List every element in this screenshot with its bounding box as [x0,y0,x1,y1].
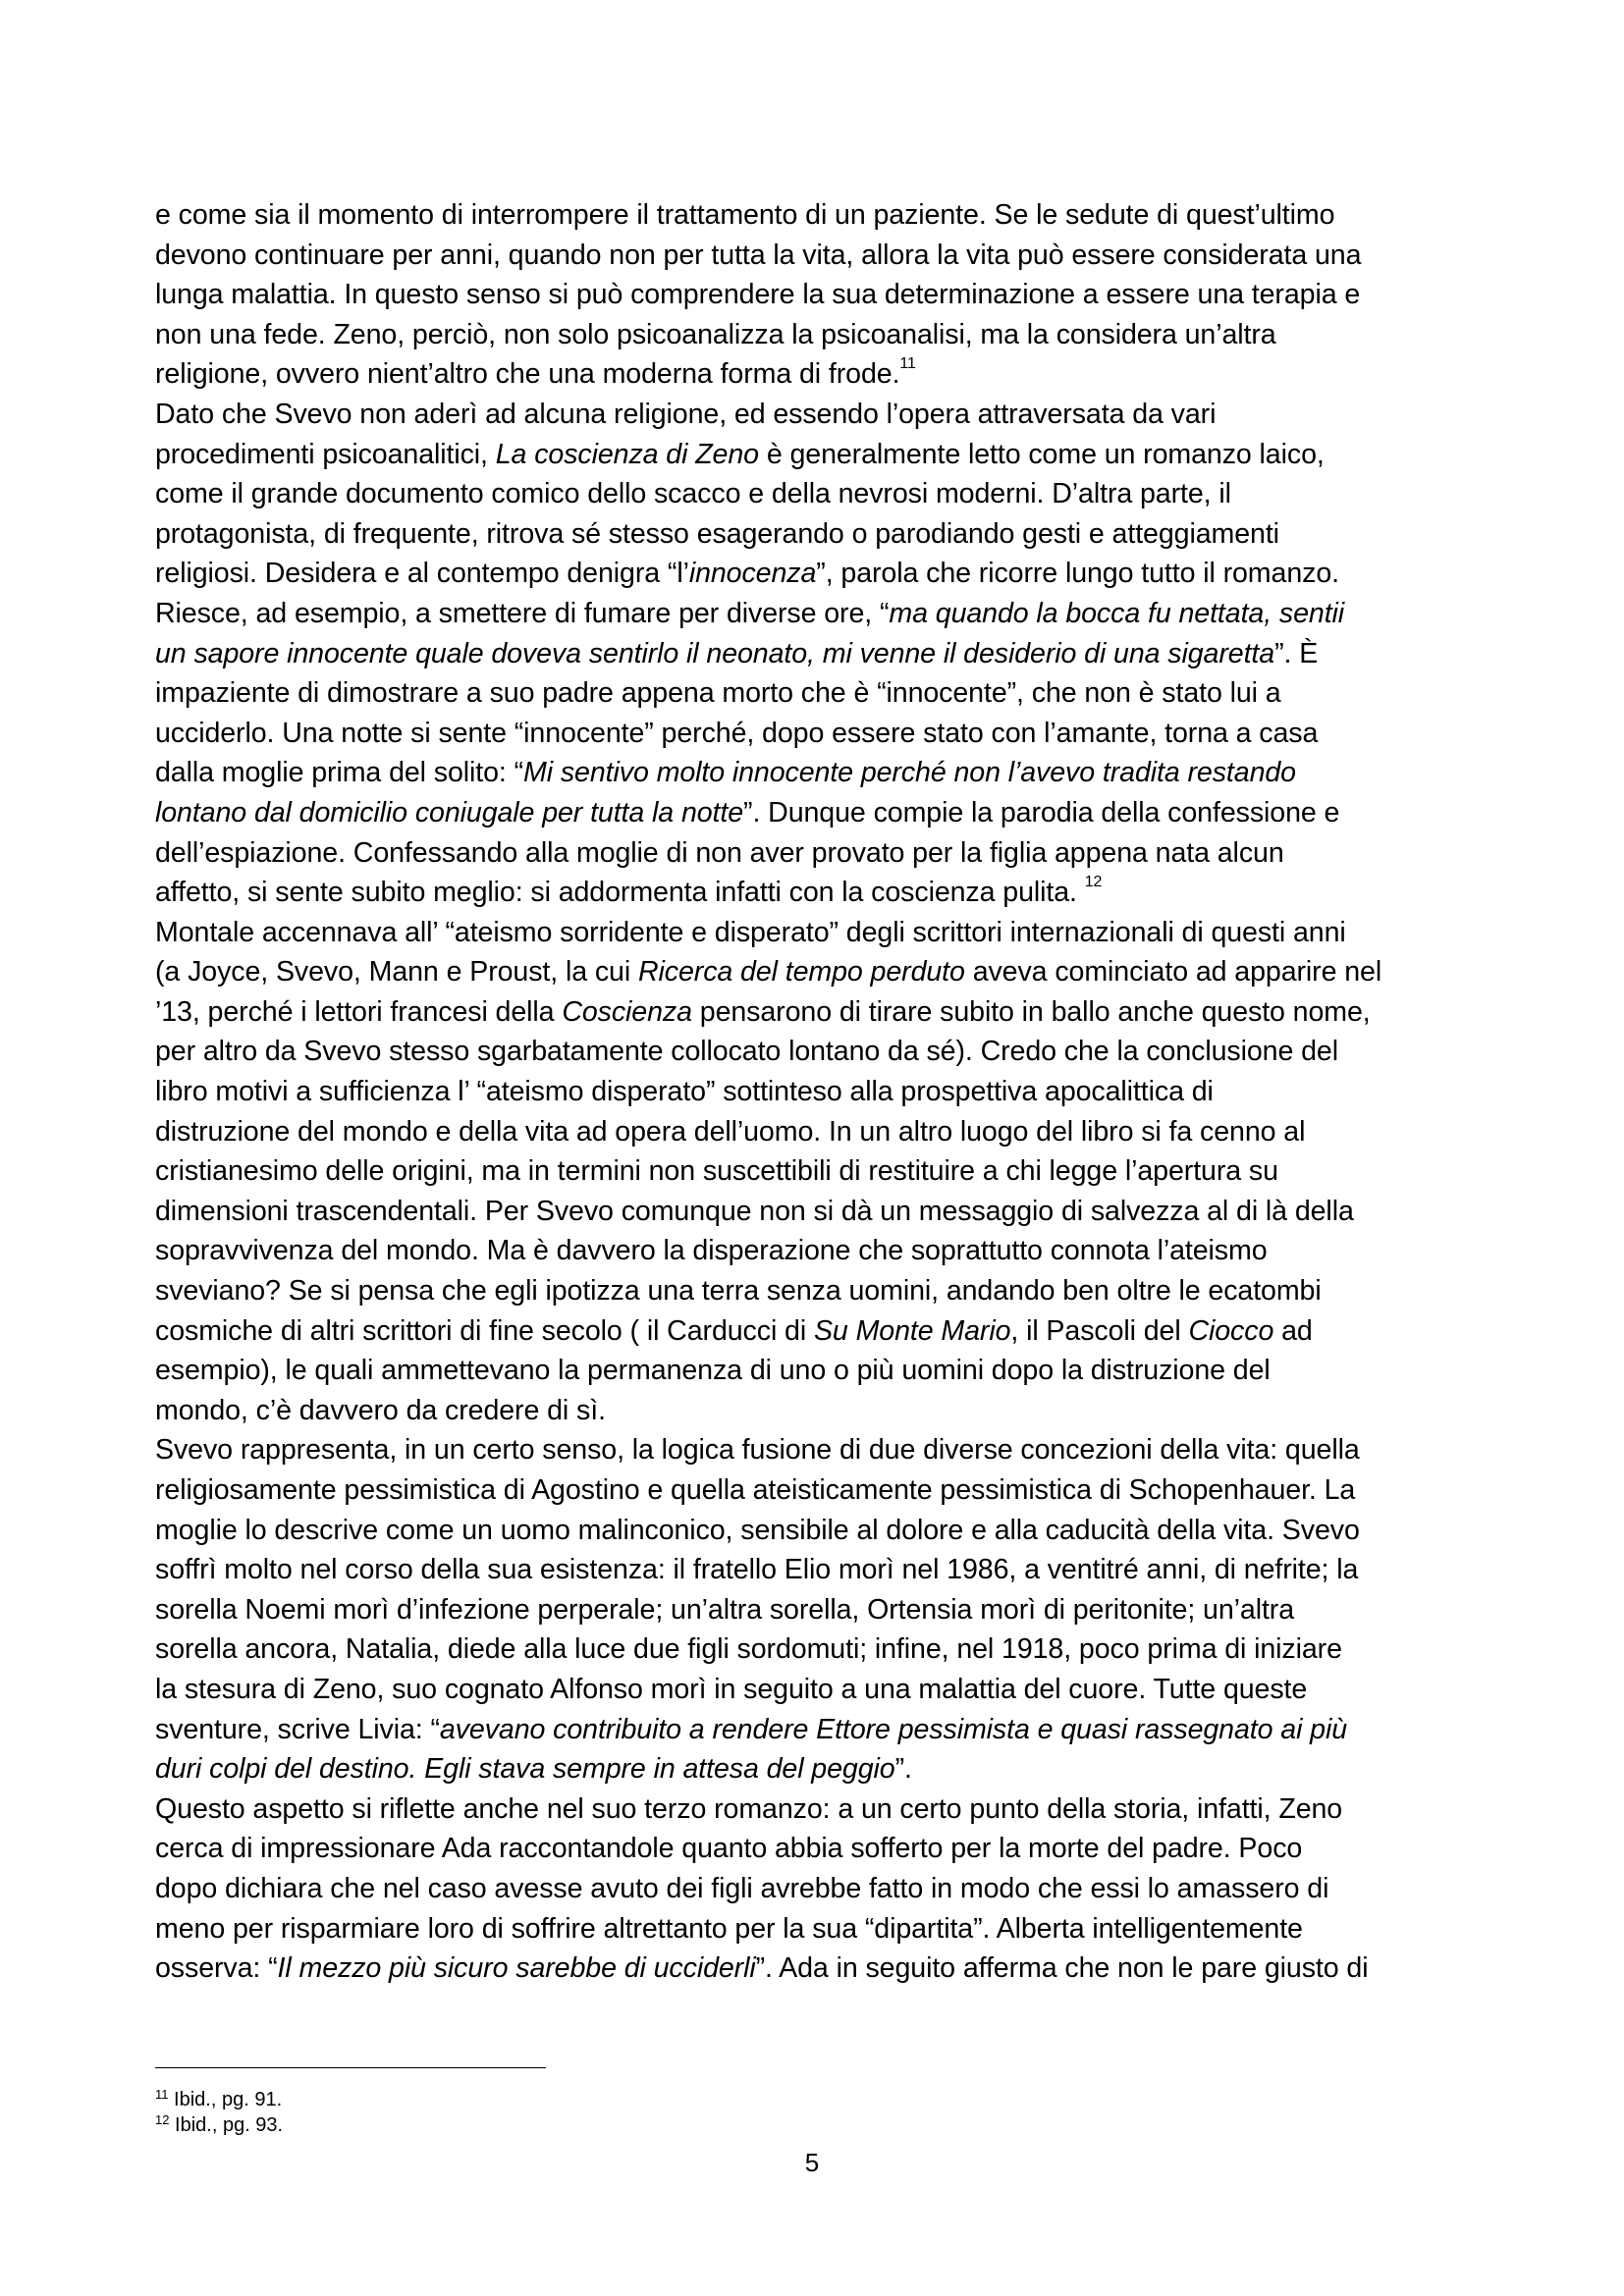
text-segment: cristianesimo delle origini, ma in termini non suscettibili di restituire a chi legge l’apertura su [155,1155,1278,1188]
text-line [155,1550,1476,1590]
text-line [155,1829,1476,1869]
footnote-text: Ibid., pg. 91. [168,2089,283,2110]
text-segment: ad [1273,1314,1313,1347]
text-line [155,1590,1476,1630]
text-line [155,474,1476,514]
text-segment: impaziente di dimostrare a suo padre appena morto che è “innocente”, che non è stato lui a [155,677,1281,710]
text-segment: Questo aspetto si riflette anche nel suo terzo romanzo: a un certo punto della storia, infatti, Zeno [155,1792,1343,1825]
text-segment: libro motivi a sufficienza l’ “ateismo disperato” sottinteso alla prospettiva apocalittica di [155,1076,1214,1108]
text-line [155,1032,1476,1072]
text-segment: , il Pascoli del [1010,1314,1189,1347]
text-line [155,315,1476,355]
text-segment: sorella ancora, Natalia, diede alla luce due figli sordomuti; infine, nel 1918, poco prima di iniziare [155,1633,1342,1666]
text-segment: lunga malattia. In questo senso si può comprendere la sua determinazione a essere una terapia e [155,279,1361,311]
text-line [155,1670,1476,1710]
text-line [155,673,1476,714]
italic-text: avevano contribuito a rendere Ettore pessimista e quasi rassegnato ai più [439,1713,1348,1745]
text-line [155,594,1476,634]
italic-text: un sapore innocente quale doveva sentirlo il neonato, mi venne il desiderio di una sigaretta [155,637,1275,669]
footnote-reference: 12 [1084,874,1103,891]
text-segment: mondo, c’è davvero da credere di sì. [155,1394,606,1426]
text-segment: cosmiche di altri scrittori di fine secolo ( il Carducci di [155,1314,814,1347]
text-line [155,952,1476,992]
text-line [155,1470,1476,1511]
italic-text: Su Monte Mario [813,1314,1011,1347]
text-line [155,1231,1476,1271]
text-segment: affetto, si sente subito meglio: si addormenta infatti con la coscienza pulita. [155,877,1085,909]
italic-text: duri colpi del destino. Egli stava sempre in attesa del peggio [155,1753,895,1786]
text-segment: religiosi. Desidera e al contempo denigra “l’ [155,558,689,590]
text-line [155,913,1476,953]
footnote [155,2112,283,2138]
text-segment: ’13, perché i lettori francesi della [155,995,563,1028]
text-segment: religiosamente pessimistica di Agostino e quella ateisticamente pessimistica di Schopenhauer. La [155,1474,1356,1506]
text-segment: devono continuare per anni, quando non per tutta la vita, allora la vita può essere considerata una [155,239,1362,271]
text-segment: distruzione del mondo e della vita ad opera dell’uomo. In un altro luogo del libro si fa cenno al [155,1115,1306,1148]
footnote-number: 12 [155,2112,170,2127]
text-segment: (a Joyce, Svevo, Mann e Proust, la cui [155,956,638,988]
text-segment: religione, ovvero nient’altro che una moderna forma di frode. [155,358,900,391]
italic-text: Ciocco [1188,1314,1274,1347]
footnote-number: 11 [155,2087,169,2102]
italic-text: Il mezzo più sicuro sarebbe di ucciderli [277,1952,756,1985]
italic-text: ma quando la bocca fu nettata, sentii [889,597,1345,629]
text-segment: la stesura di Zeno, suo cognato Alfonso morì in seguito a una malattia del cuore. Tutte queste [155,1673,1308,1705]
text-line [155,354,1476,395]
text-segment: Dato che Svevo non aderì ad alcuna religione, ed essendo l’opera attraversata da vari [155,398,1217,430]
text-segment: dimensioni trascendentali. Per Svevo comunque non si dà un messaggio di salvezza al di là della [155,1195,1354,1227]
text-segment: ”. [894,1753,912,1786]
text-line [155,1351,1476,1391]
text-line [155,634,1476,674]
italic-text: lontano dal domicilio coniugale per tutta la notte [155,796,744,828]
text-line [155,1430,1476,1470]
text-segment: ”, parola che ricorre lungo tutto il romanzo. [816,558,1339,590]
text-line [155,435,1476,475]
italic-text: Ricerca del tempo perduto [637,956,965,988]
text-line [155,714,1476,754]
text-segment: sorella Noemi morì d’infezione perperale; un’altra sorella, Ortensia morì di peritonite; un’altra [155,1593,1295,1626]
text-segment: cerca di impressionare Ada raccontandole quanto abbia sofferto per la morte del padre. Poco [155,1833,1303,1865]
text-line [155,1151,1476,1192]
text-segment: procedimenti psicoanalitici, [155,438,496,470]
text-segment: ”. Ada in seguito afferma che non le pare giusto di [755,1952,1369,1985]
text-segment: sopravvivenza del mondo. Ma è davvero la disperazione che soprattutto connota l’ateismo [155,1235,1268,1267]
text-segment: esempio), le quali ammettevano la permanenza di uno o più uomini dopo la distruzione del [155,1355,1271,1387]
text-segment: dalla moglie prima del solito: “ [155,757,524,789]
text-segment: meno per risparmiare loro di soffrire altrettanto per la sua “dipartita”. Alberta intelligentemente [155,1912,1303,1945]
text-line [155,1789,1476,1830]
text-segment: sveviano? Se si pensa che egli ipotizza una terra senza uomini, andando ben oltre le ecatombi [155,1275,1322,1308]
text-segment: protagonista, di frequente, ritrova sé stesso esagerando o parodiando gesti e atteggiamenti [155,517,1279,550]
text-line [155,1112,1476,1152]
body-text [155,195,1476,1989]
text-line [155,1192,1476,1232]
text-line [155,1391,1476,1431]
text-line [155,1949,1476,1989]
text-segment: è generalmente letto come un romanzo laico, [758,438,1325,470]
text-line [155,1749,1476,1789]
page-number: 5 [804,2148,820,2177]
text-segment: Riesce, ad esempio, a smettere di fumare per diverse ore, “ [155,597,890,629]
text-line [155,1511,1476,1551]
text-line [155,1710,1476,1750]
text-segment: osserva: “ [155,1952,278,1985]
text-line [155,195,1476,236]
text-segment: ”. Dunque compie la parodia della confessione e [743,796,1340,828]
text-line [155,1869,1476,1909]
text-segment: sventure, scrive Livia: “ [155,1713,440,1745]
text-line [155,992,1476,1033]
italic-text: innocenza [688,558,817,590]
italic-text: La coscienza di Zeno [495,438,759,470]
text-line [155,514,1476,555]
text-line [155,753,1476,793]
text-line [155,554,1476,594]
text-line [155,1271,1476,1311]
text-segment: ucciderlo. Una notte si sente “innocente” perché, dopo essere stato con l’amante, torna a casa [155,717,1319,749]
footnotes [155,2087,283,2138]
text-segment: non una fede. Zeno, perciò, non solo psicoanalizza la psicoanalisi, ma la considera un’altra [155,318,1276,350]
italic-text: Mi sentivo molto innocente perché non l’avevo tradita restando [523,757,1296,789]
text-segment: soffrì molto nel corso della sua esistenza: il fratello Elio morì nel 1986, a ventitré anni, di nefrite; la [155,1554,1359,1586]
italic-text: Coscienza [562,995,692,1028]
text-segment: pensarono di tirare subito in ballo anche questo nome, [691,995,1371,1028]
text-line [155,873,1476,913]
text-segment: aveva cominciato ad apparire nel [964,956,1382,988]
text-line [155,236,1476,276]
text-line [155,275,1476,315]
footnote-separator [155,2067,546,2068]
text-line [155,793,1476,833]
text-segment: Svevo rappresenta, in un certo senso, la logica fusione di due diverse concezioni della vita: quella [155,1434,1360,1467]
text-segment: dopo dichiara che nel caso avesse avuto dei figli avrebbe fatto in modo che essi lo amassero di [155,1872,1329,1904]
footnote [155,2087,283,2112]
text-line [155,1909,1476,1949]
text-segment: moglie lo descrive come un uomo malinconico, sensibile al dolore e alla caducità della vita. Svevo [155,1514,1360,1546]
text-segment: come il grande documento comico dello scacco e della nevrosi moderni. D’altra parte, il [155,478,1231,510]
text-line [155,1072,1476,1112]
text-segment: per altro da Svevo stesso sgarbatamente collocato lontano da sé). Credo che la conclusione del [155,1036,1338,1068]
text-line [155,833,1476,874]
text-segment: ”. È [1274,637,1319,669]
text-line [155,1311,1476,1352]
text-segment: Montale accennava all’ “ateismo sorridente e disperato” degli scrittori internazionali di questi anni [155,916,1346,948]
text-line [155,395,1476,435]
text-segment: dell’espiazione. Confessando alla moglie di non aver provato per la figlia appena nata alcun [155,836,1284,869]
footnote-reference: 11 [899,355,916,373]
text-line [155,1629,1476,1670]
footnote-text: Ibid., pg. 93. [169,2114,284,2136]
text-segment: e come sia il momento di interrompere il trattamento di un paziente. Se le sedute di quest’ultimo [155,199,1335,231]
